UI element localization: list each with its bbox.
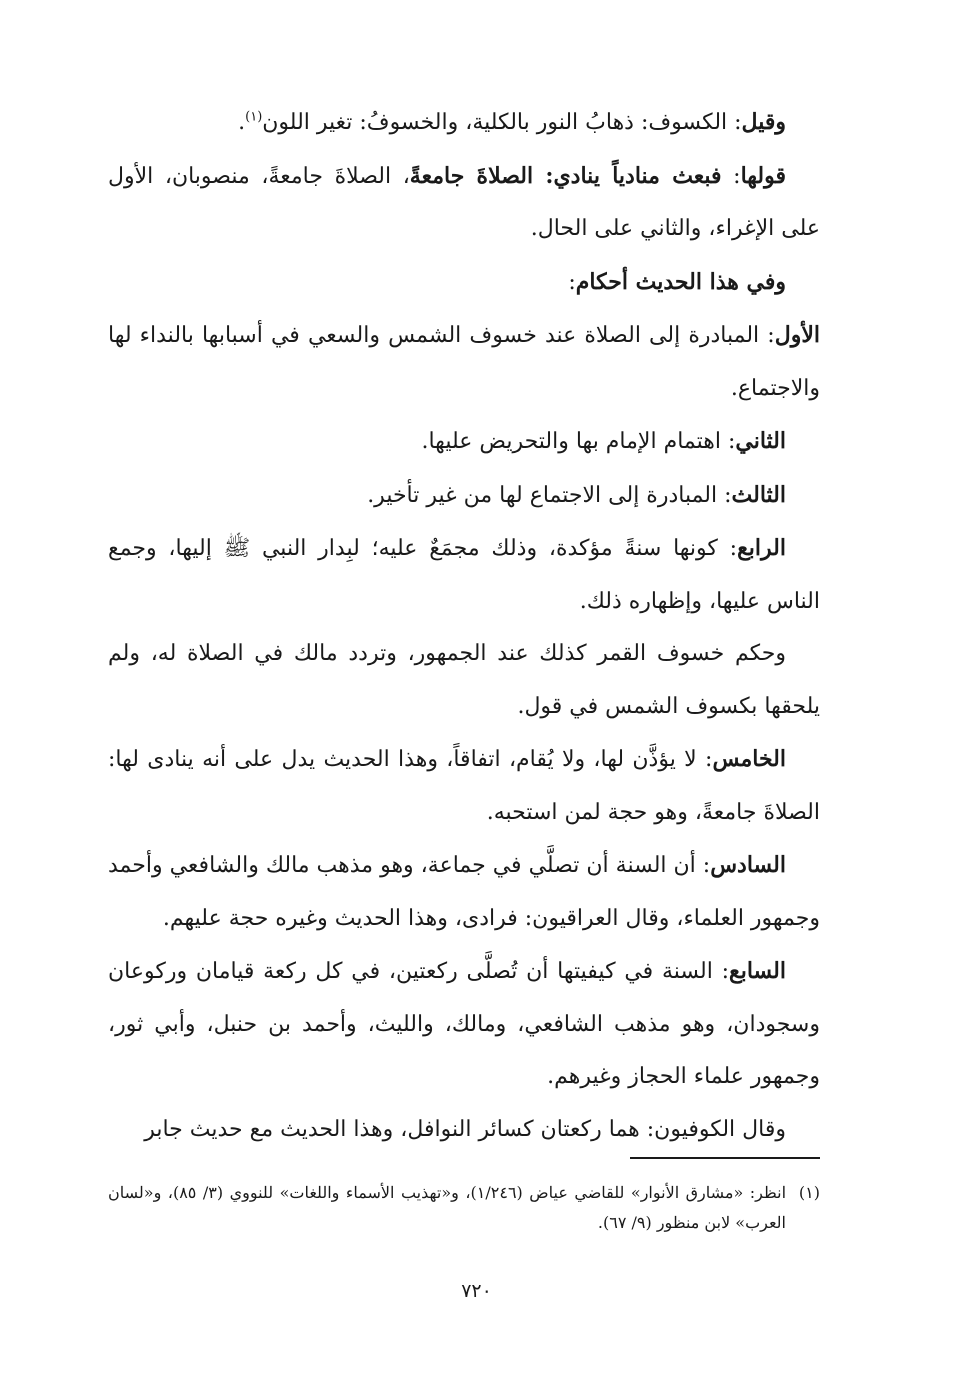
footnote-marker: (١) [798,1183,820,1202]
paragraph-lead: الخامس [712,746,786,772]
paragraph-lead: الرابع [737,535,786,561]
paragraph-11 [108,945,820,1104]
paragraph-4 [108,309,820,415]
paragraph-3 [108,256,820,310]
footnote-1 [108,1178,820,1238]
paragraph-6 [108,469,820,523]
paragraph-lead: الأول [774,322,820,348]
paragraph-text: : الكسوف: ذهابُ النور بالكلية، والخسوفُ: تغير اللون [262,110,742,135]
paragraph-lead: وقيل [741,109,786,135]
paragraph-text: ، الصلاةَ جامعةً، منصوبان، الأول على الإغراء، والثاني على الحال. [108,163,820,241]
paragraph-lead: قولها [740,162,786,189]
page-number: ٧٢٠ [461,1280,492,1302]
footnotes [108,1178,820,1238]
paragraph-2 [108,150,820,256]
paragraph-10 [108,839,820,945]
main-text [108,96,820,1156]
paragraph-lead: السابع [729,958,786,984]
footnote-separator [630,1157,820,1159]
section-heading: وفي هذا الحديث أحكام [575,268,786,295]
paragraph-7 [108,522,820,628]
paragraph-text: : المبادرة إلى الاجتماع لها من غير تأخير. [367,482,732,508]
footnote-text: انظر: «مشارق الأنوار» للقاضي عياض (١/٢٤٦)، و«تهذيب الأسماء واللغات» للنووي (٣/ ٨٥)، و«لسان العرب» لابن منظور (٩/ ٦٧). [108,1183,787,1232]
quoted-hadith-phrase: فبعث منادياً ينادي: الصلاةَ جامعةً [409,162,722,189]
footnote-reference[interactable]: (١) [245,109,263,125]
paragraph-text: : السنة في كيفيتها أن تُصلَّى ركعتين، في كل ركعة قيامان وركوعان وسجودان، وهو مذهب الشافعي، ومالك، والليث، وأحمد بن حنبل، وأبي ثور، وجمهور علماء الحجاز وغيرهم. [108,959,820,1089]
paragraph-mid: : [721,163,741,189]
paragraph-1 [108,96,820,150]
paragraph-text: : [568,269,576,295]
paragraph-lead: الثالث [731,481,786,508]
paragraph-lead: السادس [710,852,786,878]
paragraph-text: : اهتمام الإمام بها والتحريض عليها. [421,429,736,454]
paragraph-9 [108,733,820,839]
paragraph-lead: الثاني [735,428,786,454]
paragraph-tail: . [238,110,246,135]
paragraph-text: : لا يؤذَّن لها، ولا يُقام، اتفاقاً، وهذا الحديث يدل على أنه ينادى لها: الصلاةَ جامعةً، وهو حجة لمن استحبه. [108,747,820,825]
paragraph-text: : أن السنة أن تصلَّي في جماعة، وهو مذهب مالك والشافعي وأحمد وجمهور العلماء، وقال العراقيون: فرادى، وهذا الحديث وغيره حجة عليهم. [108,853,820,931]
paragraph-5 [108,415,820,469]
paragraph-8 [108,628,820,733]
paragraph-text: : كونها سنةً مؤكدة، وذلك مجمَعٌ عليه؛ لبِدار النبي ﷺ إليها، وجمع الناس عليها، وإظهاره ذلك. [108,536,820,614]
paragraph-text: وقال الكوفيون: هما ركعتان كسائر النوافل، وهذا الحديث مع حديث جابر [144,1116,786,1142]
paragraph-12 [108,1104,820,1157]
paragraph-text: وحكم خسوف القمر كذلك عند الجمهور، وتردد مالك في الصلاة له، ولم يلحقها بكسوف الشمس في قول. [108,641,820,719]
paragraph-text: : المبادرة إلى الصلاة عند خسوف الشمس والسعي في أسبابها بالنداء لها والاجتماع. [108,323,820,401]
